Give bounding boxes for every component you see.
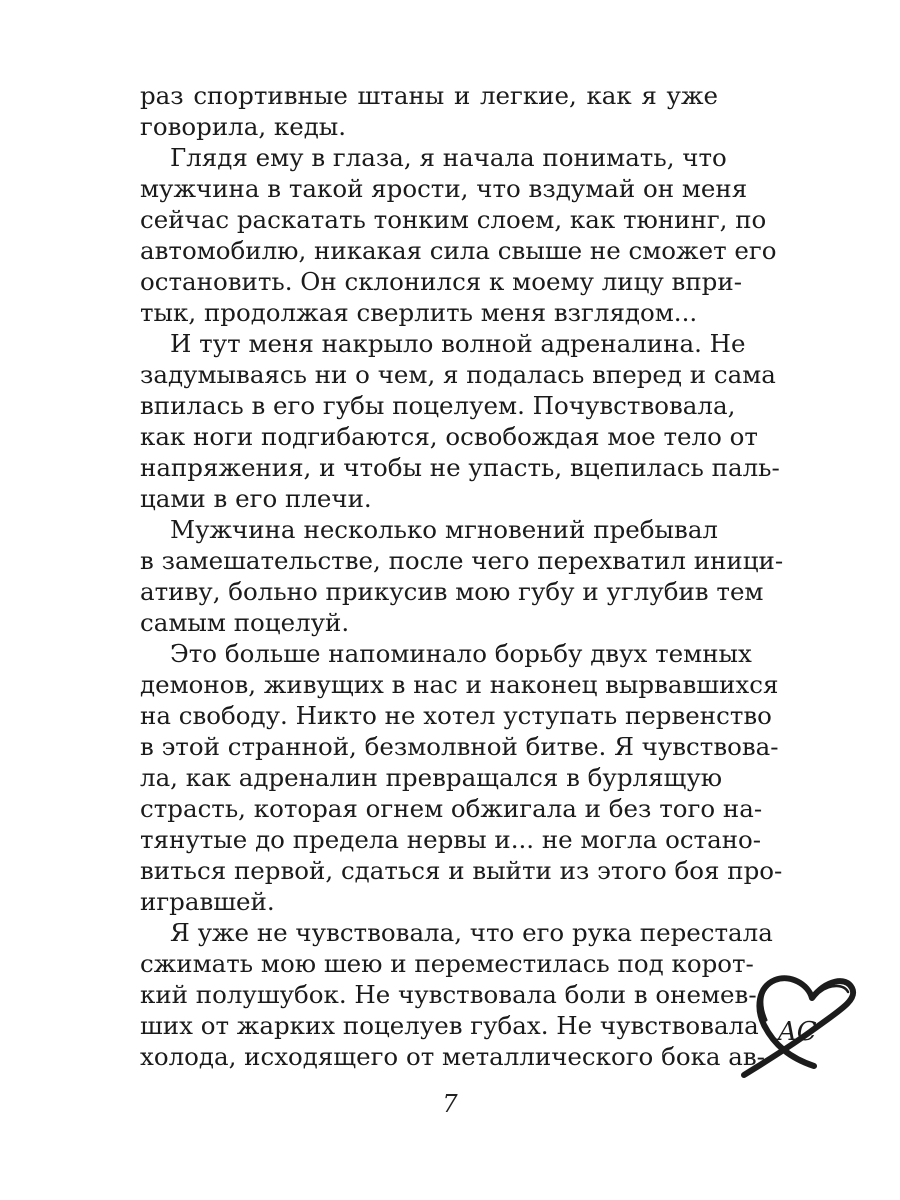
text-line: остановить. Он склонился к моему лицу впри- (140, 267, 742, 296)
text-line: Глядя ему в глаза, я начала понимать, что (170, 143, 727, 172)
text-line: ших от жарких поцелуев губах. Не чувствовала (140, 1011, 759, 1040)
text-line: в этой странной, безмолвной битве. Я чувствова- (140, 732, 779, 761)
text-line: задумываясь ни о чем, я подалась вперед и сама (140, 360, 776, 389)
text-line: напряжения, и чтобы не упасть, вцепилась паль- (140, 453, 780, 482)
heart-logo-icon (730, 970, 860, 1090)
page-text (140, 80, 784, 1072)
text-line: демонов, живущих в нас и наконец вырвавшихся (140, 670, 779, 699)
text-line: тык, продолжая сверлить меня взглядом... (140, 298, 698, 327)
text-line: в замешательстве, после чего перехватил иници- (140, 546, 784, 575)
text-line: сейчас раскатать тонким слоем, как тюнинг, по (140, 205, 767, 234)
text-line: тянутые до предела нервы и... не могла остано- (140, 825, 762, 854)
text-line: виться первой, сдаться и выйти из этого боя про- (140, 856, 783, 885)
text-line: самым поцелуй. (140, 608, 350, 637)
text-line: как ноги подгибаются, освобождая мое тело от (140, 422, 758, 451)
text-line: И тут меня накрыло волной адреналина. Не (170, 329, 746, 358)
page-number: 7 (442, 1090, 458, 1118)
text-line: Я уже не чувствовала, что его рука перестала (170, 918, 773, 947)
text-line: на свободу. Никто не хотел уступать первенство (140, 701, 772, 730)
logo-text: AC (778, 1017, 817, 1047)
text-line: говорила, кеды. (140, 112, 347, 141)
text-line: цами в его плечи. (140, 484, 372, 513)
text-line: Мужчина несколько мгновений пребывал (170, 515, 718, 544)
text-line: ла, как адреналин превращался в бурлящую (140, 763, 723, 792)
text-line: кий полушубок. Не чувствовала боли в онемев- (140, 980, 757, 1009)
text-line: раз спортивные штаны и легкие, как я уже (140, 81, 718, 110)
text-line: холода, исходящего от металлического бока ав- (140, 1042, 765, 1071)
text-line: автомобилю, никакая сила свыше не сможет его (140, 236, 777, 265)
text-line: впилась в его губы поцелуем. Почувствовала, (140, 391, 736, 420)
text-line: страсть, которая огнем обжигала и без того на- (140, 794, 763, 823)
text-line: Это больше напоминало борьбу двух темных (170, 639, 752, 668)
text-line: мужчина в такой ярости, что вздумай он меня (140, 174, 748, 203)
text-line: игравшей. (140, 887, 275, 916)
text-line: сжимать мою шею и переместилась под корот- (140, 949, 754, 978)
text-line: ативу, больно прикусив мою губу и углубив тем (140, 577, 764, 606)
